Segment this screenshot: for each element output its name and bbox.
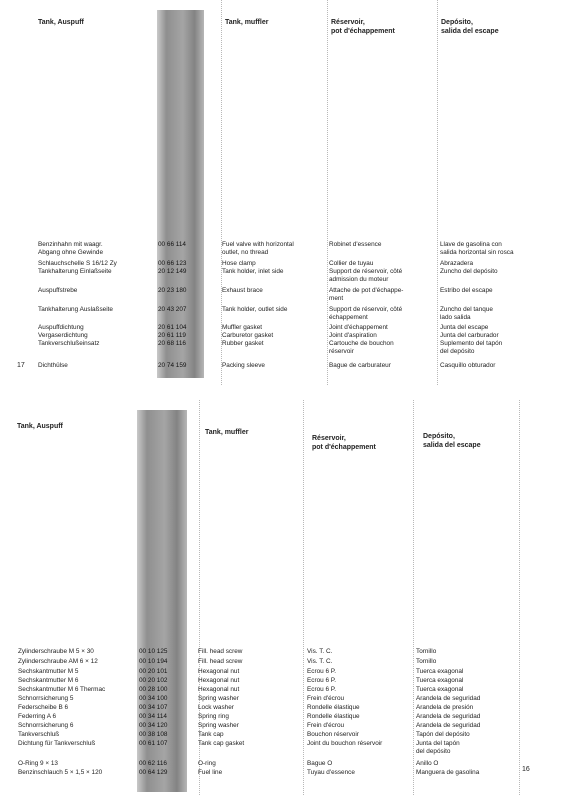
cell-de: Vergaserdichtung: [38, 332, 88, 339]
cell-es: Tuerca exagonal: [416, 686, 464, 693]
cell-fr: Rondelle élastique: [307, 713, 360, 720]
cell-code: 20 43 207: [158, 306, 187, 313]
cell-code: 00 10 194: [139, 658, 168, 665]
cell-es: Anillo O: [416, 760, 439, 767]
cell-de: Tankhalterung Einlaßseite: [38, 268, 112, 275]
column-divider-es: [437, 0, 438, 385]
cell-de: Sechskantmutter M 6: [18, 677, 79, 684]
cell-es: Manguera de gasolina: [416, 769, 480, 776]
cell-de: Sechskantmutter M 5: [18, 668, 79, 675]
cell-es: Arandela de presión: [416, 704, 474, 711]
cell-fr: Cartouche de bouchon réservoir: [329, 340, 394, 355]
cell-en: O-ring: [198, 760, 216, 767]
cell-code: 00 62 116: [139, 760, 167, 767]
column-divider-es: [413, 400, 414, 795]
cell-code: 00 34 107: [139, 704, 168, 711]
cell-es: Estribo del escape: [440, 287, 493, 294]
cell-en: Tank holder, outlet side: [222, 306, 288, 313]
cell-code: 20 23 180: [158, 287, 187, 294]
cell-en: Exhaust brace: [222, 287, 263, 294]
cell-de: Benzinhahn mit waagr. Abgang ohne Gewinde: [38, 241, 104, 256]
cell-es: Llave de gasolina con salida horizontal sin rosca: [440, 241, 514, 256]
column-divider-fr: [327, 0, 328, 385]
header-en: Tank, muffler: [225, 19, 269, 26]
cell-en: Hexagonal nut: [198, 686, 240, 693]
cell-es: Junta del escape: [440, 324, 489, 331]
cell-fr: Ecrou 6 P.: [307, 677, 337, 684]
cell-es: Arandela de seguridad: [416, 695, 481, 702]
cell-es: Tapón del depósito: [416, 731, 470, 738]
header-en: Tank, muffler: [205, 429, 249, 436]
cell-code: 20 68 116: [158, 340, 186, 347]
cell-de: Dichtung für Tankverschluß: [18, 740, 96, 747]
cell-fr: Vis. T. C.: [307, 648, 333, 655]
cell-code: 00 34 114: [139, 713, 167, 720]
cell-es: Zuncho del tanque lado salida: [440, 306, 493, 321]
page-number: 16: [522, 766, 530, 773]
cell-code: 00 38 108: [139, 731, 168, 738]
cell-en: Fill. head screw: [198, 648, 243, 655]
column-divider-edge: [519, 400, 520, 795]
cell-code: 00 20 102: [139, 677, 168, 684]
cell-fr: Frein d'écrou: [307, 722, 345, 729]
header-es: Depósito, salida del escape: [441, 19, 499, 35]
cell-fr: Vis. T. C.: [307, 658, 333, 665]
cell-es: Arandela de seguridad: [416, 722, 481, 729]
cell-fr: Collier de tuyau: [329, 260, 374, 267]
page-number: 17: [17, 362, 25, 369]
cell-en: Spring washer: [198, 722, 239, 729]
cell-de: Tankverschlußeinsatz: [38, 340, 100, 347]
cell-es: Tornillo: [416, 658, 437, 665]
cell-de: Federscheibe B 6: [18, 704, 69, 711]
cell-de: Tankhalterung Auslaßseite: [38, 306, 113, 313]
cell-en: Hexagonal nut: [198, 677, 240, 684]
cell-es: Casquillo obturador: [440, 362, 496, 369]
header-fr: Réservoir, pot d'échappement: [312, 435, 376, 451]
cell-en: Fill. head screw: [198, 658, 243, 665]
cell-en: Tank cap: [198, 731, 224, 738]
cell-code: 00 34 100: [139, 695, 168, 702]
cell-code: 00 34 120: [139, 722, 168, 729]
header-de: Tank, Auspuff: [38, 19, 84, 26]
cell-de: Tankverschluß: [18, 731, 60, 738]
cell-es: Tuerca exagonal: [416, 677, 464, 684]
cell-en: Spring ring: [198, 713, 229, 720]
cell-en: Spring washer: [198, 695, 239, 702]
cell-fr: Tuyau d'essence: [307, 769, 355, 776]
cell-code: 00 66 114: [158, 241, 186, 248]
cell-fr: Joint d'échappement: [329, 324, 388, 331]
cell-code: 00 10 125: [139, 648, 168, 655]
cell-en: Carburetor gasket: [222, 332, 274, 339]
cell-fr: Joint du bouchon réservoir: [307, 740, 383, 747]
part-number-band: [157, 10, 204, 378]
cell-de: Schlauchschelle S 16/12 Zy: [38, 260, 117, 267]
cell-es: Arandela de seguridad: [416, 713, 481, 720]
cell-code: 00 28 100: [139, 686, 168, 693]
cell-fr: Robinet d'essence: [329, 241, 382, 248]
header-de: Tank, Auspuff: [17, 423, 63, 430]
cell-en: Fuel line: [198, 769, 223, 776]
cell-en: Fuel valve with horizontal outlet, no thread: [222, 241, 294, 256]
cell-fr: Support de réservoir, côté admission du moteur: [329, 268, 403, 283]
cell-fr: Ecrou 6 P.: [307, 686, 337, 693]
cell-de: Zylinderschraube M 5 × 30: [18, 648, 94, 655]
cell-es: Junta del carburador: [440, 332, 499, 339]
cell-en: Rubber gasket: [222, 340, 264, 347]
cell-fr: Bague O: [307, 760, 333, 767]
cell-code: 00 66 123: [158, 260, 187, 267]
cell-de: Benzinschlauch 5 × 1,5 × 120: [18, 769, 103, 776]
cell-de: Dichthülse: [38, 362, 68, 369]
column-divider-fr: [303, 400, 304, 795]
cell-en: Packing sleeve: [222, 362, 265, 369]
cell-code: 20 12 149: [158, 268, 187, 275]
cell-fr: Frein d'écrou: [307, 695, 345, 702]
cell-code: 20 61 104: [158, 324, 187, 331]
cell-de: Schnorrsicherung 5: [18, 695, 74, 702]
cell-fr: Attache de pot d'échappe- ment: [329, 287, 404, 302]
cell-code: 20 61 119: [158, 332, 186, 339]
cell-en: Hose clamp: [222, 260, 256, 267]
cell-es: Tuerca exagonal: [416, 668, 464, 675]
page-16: [0, 400, 565, 800]
cell-de: Sechskantmutter M 6 Thermac: [18, 686, 106, 693]
cell-en: Tank cap gasket: [198, 740, 245, 747]
cell-de: Zylinderschraube AM 6 × 12: [18, 658, 98, 665]
cell-code: 20 74 159: [158, 362, 187, 369]
cell-de: O-Ring 9 × 13: [18, 760, 58, 767]
cell-es: Zuncho del depósito: [440, 268, 498, 275]
cell-code: 00 20 101: [139, 668, 168, 675]
cell-es: Abrazadera: [440, 260, 474, 267]
cell-de: Federring A 6: [18, 713, 57, 720]
cell-code: 00 64 129: [139, 769, 168, 776]
cell-code: 00 61 107: [139, 740, 168, 747]
header-es: Depósito, salida del escape: [423, 433, 481, 449]
cell-fr: Joint d'aspiration: [329, 332, 377, 339]
cell-fr: Bouchon réservoir: [307, 731, 359, 738]
cell-fr: Rondelle élastique: [307, 704, 360, 711]
cell-de: Schnorrsicherung 6: [18, 722, 74, 729]
cell-fr: Support de réservoir, côté échappement: [329, 306, 403, 321]
cell-de: Auspuffdichtung: [38, 324, 84, 331]
cell-fr: Ecrou 6 P.: [307, 668, 337, 675]
cell-es: Tornillo: [416, 648, 437, 655]
cell-en: Lock washer: [198, 704, 234, 711]
cell-es: Suplemento del tapón del depósito: [440, 340, 503, 355]
cell-en: Tank holder, inlet side: [222, 268, 284, 275]
page-17: [0, 0, 565, 395]
cell-en: Hexagonal nut: [198, 668, 240, 675]
cell-en: Muffler gasket: [222, 324, 263, 331]
cell-de: Auspuffstrebe: [38, 287, 78, 294]
cell-fr: Bague de carburateur: [329, 362, 391, 369]
header-fr: Réservoir, pot d'échappement: [331, 19, 395, 35]
cell-es: Junta del tapón del depósito: [416, 740, 460, 755]
